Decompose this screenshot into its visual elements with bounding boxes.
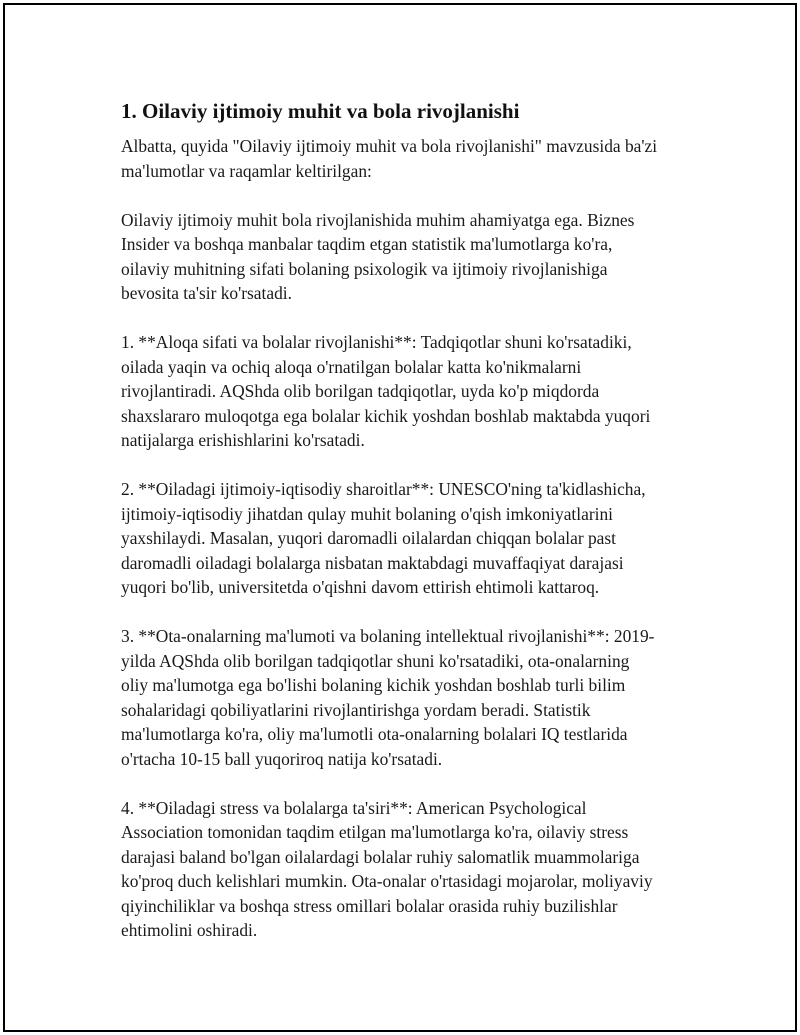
page-frame (3, 3, 797, 1032)
point-3-paragraph: 3. **Ota-onalarning ma'lumoti va bolaning intellektual rivojlanishi**: 2019- yilda AQShda olib borilgan tadqiqotlar shuni ko'rsatadiki, ota-onalarning oliy ma'lumotga ega bo'lishi bolaning kichik yoshdan boshlab turli bilim sohalaridagi qobiliyatlarini rivojlantirishga yordam beradi. Statistik ma'lumotlarga ko'ra, oliy ma'lumotli ota-onalarning bolalari IQ testlarida o'rtacha 10-15 ball yuqoriroq natija ko'rsatadi. (121, 626, 655, 769)
point-1-paragraph: 1. **Aloqa sifati va bolalar rivojlanishi**: Tadqiqotlar shuni ko'rsatadiki, oilada yaqin va ochiq aloqa o'rnatilgan bolalar katta ko'nikmalarni rivojlantiradi. AQShda olib borilgan tadqiqotlar, uyda ko'p miqdorda shaxslararo muloqotga ega bolalar kichik yoshdan boshlab maktabda yuqori natijalarga erishishlarini ko'rsatadi. (121, 332, 651, 450)
document-title: 1. Oilaviy ijtimoiy muhit va bola rivojlanishi (121, 99, 520, 123)
overview-paragraph: Oilaviy ijtimoiy muhit bola rivojlanishida muhim ahamiyatga ega. Biznes Insider va boshqa manbalar taqdim etgan statistik ma'lumotlarga ko'ra, oilaviy muhitning sifati bolaning psixologik va ijtimoiy rivojlanishiga bevosita ta'sir ko'rsatadi. (121, 209, 635, 303)
document-body (121, 97, 701, 967)
intro-paragraph: Albatta, quyida "Oilaviy ijtimoiy muhit va bola rivojlanishi" mavzusida ba'zi ma'lumotlar va raqamlar keltirilgan: (121, 136, 658, 181)
point-4-paragraph: 4. **Oiladagi stress va bolalarga ta'siri**: American Psychological Association tomonidan taqdim etilgan ma'lumotlarga ko'ra, oilaviy stress darajasi baland bo'lgan oilalardagi bolalar ruhiy salomatlik muammolariga ko'proq duch kelishlari mumkin. Ota-onalar o'rtasidagi mojarolar, moliyaviy qiyinchiliklar va boshqa stress omillari bolalar orasida ruhiy buzilishlar ehtimolini oshiradi. (121, 797, 653, 940)
point-2-paragraph: 2. **Oiladagi ijtimoiy-iqtisodiy sharoitlar**: UNESCO'ning ta'kidlashicha, ijtimoiy-iqtisodiy jihatdan qulay muhit bolaning o'qish imkoniyatlarini yaxshilaydi. Masalan, yuqori daromadli oilalardan chiqqan bolalar past daromadli oiladagi bolalarga nisbatan maktabdagi muvaffaqiyat darajasi yuqori bo'lib, universitetda o'qishni davom ettirish ehtimoli kattaroq. (121, 479, 646, 597)
